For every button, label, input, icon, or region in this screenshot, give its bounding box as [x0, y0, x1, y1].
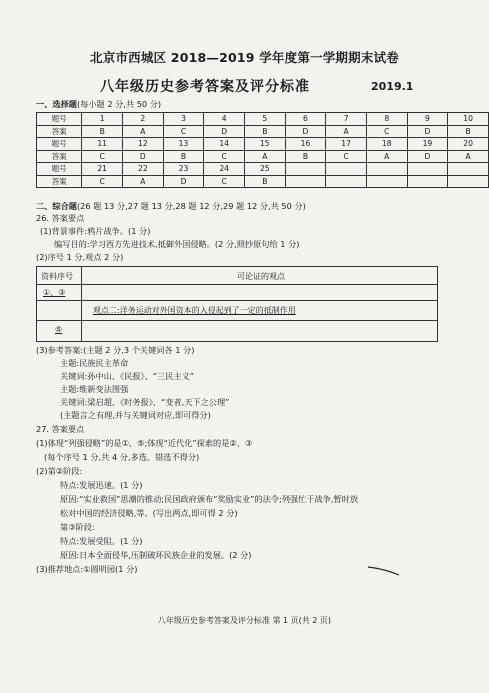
q27-part1: (1)体现“列强侵略”的是①、⑤;体现“近代化”探索的是②、③ [36, 438, 253, 448]
mcq-answer-letter: C [326, 150, 367, 163]
mcq-question-number: 14 [204, 138, 245, 151]
mcq-question-number: 11 [82, 138, 123, 151]
mcq-question-number: 6 [285, 113, 326, 126]
mcq-answer-letter: C [82, 175, 123, 188]
exam-title: 北京市西城区 2018—2019 学年度第一学期期末试卷 [90, 50, 399, 65]
mcq-question-number: 2 [123, 113, 164, 126]
answer-key-subtitle: 八年级历史参考答案及评分标准 [100, 79, 310, 95]
q26-part2-scoring: (2)序号 1 分,观点 2 分) [36, 252, 124, 262]
q26-part1-background: (1)背景事件:鸦片战争。(1 分) [40, 226, 151, 236]
mcq-answer-letter: C [366, 125, 407, 138]
mcq-answer-letter: D [123, 150, 164, 163]
mcq-question-number: 4 [204, 113, 245, 126]
mcq-answer-letter: B [244, 175, 285, 188]
mcq-answer-letter: D [163, 175, 204, 188]
q27-stage3-feature: 特点:发展受阻。(1 分) [60, 536, 143, 546]
mcq-answer-letter: C [204, 175, 245, 188]
q27-stage2-feature: 特点:发展迅速。(1 分) [60, 480, 143, 490]
mcq-answer-letter: A [244, 150, 285, 163]
mcq-question-number: 16 [285, 138, 326, 151]
mcq-answer-letter: D [285, 125, 326, 138]
mcq-answer-letter: D [407, 125, 448, 138]
mcq-answer-letter: B [244, 125, 285, 138]
mcq-answer-letter: A [326, 125, 367, 138]
mcq-answer-letter: A [366, 150, 407, 163]
mcq-question-number: 24 [204, 163, 245, 176]
q26-keywords-1: 关键词:孙中山、《民报》、“三民主义” [60, 371, 195, 381]
mcq-answer-letter: A [448, 150, 489, 163]
mcq-answer-letter: B [82, 125, 123, 138]
q26-scoring-note: (主题言之有理,并与关键词对应,即可得分) [60, 410, 211, 420]
mcq-question-number: 8 [366, 113, 407, 126]
q26-row1-source: ①、③ [43, 288, 66, 297]
q27-stage2-reason-cont: 松对中国的经济侵略,等。(写出两点,即可得 2 分) [60, 508, 238, 518]
mcq-question-number: 5 [244, 113, 285, 126]
mcq-question-number: 1 [82, 113, 123, 126]
q26-theme-2: 主题:维新变法图强 [60, 384, 129, 394]
mcq-answer-letter: D [407, 150, 448, 163]
section2-note: (26 题 13 分,27 题 13 分,28 题 12 分,29 题 12 分,共 50 分) [76, 201, 306, 211]
exam-date: 2019.1 [371, 80, 414, 93]
q27-stage3-reason: 原因:日本全面侵华,压制破坏民族企业的发展。(2 分) [60, 550, 252, 560]
q27-part2: (2)第②阶段: [36, 466, 83, 476]
mcq-answer-letter: D [204, 125, 245, 138]
section1-note: (每小题 2 分,共 50 分) [76, 99, 162, 109]
q26-keywords-2: 关键词:梁启超、《时务报》、“变者,天下之公理” [60, 397, 230, 407]
mcq-question-number: 23 [163, 163, 204, 176]
mcq-question-number: 17 [326, 138, 367, 151]
mcq-answer-label: 答案 [37, 175, 82, 188]
q26-theme-1: 主题:民族民主革命 [60, 358, 129, 368]
mcq-question-number: 3 [163, 113, 204, 126]
mcq-question-number: 10 [448, 113, 489, 126]
mcq-answer-letter: C [82, 150, 123, 163]
mcq-question-number: 20 [448, 138, 489, 151]
mcq-question-number: 13 [163, 138, 204, 151]
q26-row2-viewpoint: 观点二:洋务运动对外国资本的入侵起到了一定的抵制作用 [93, 306, 296, 315]
mcq-question-label: 题号 [37, 138, 82, 151]
q26-part3: (3)参考答案:(主题 2 分,3 个关键词各 1 分) [36, 345, 195, 355]
mcq-question-number: 15 [244, 138, 285, 151]
mcq-answer-letter: B [448, 125, 489, 138]
q26-label: 26. 答案要点 [36, 213, 85, 223]
q27-label: 27. 答案要点 [36, 424, 85, 434]
mcq-question-number: 7 [326, 113, 367, 126]
q26-part1-purpose: 编写目的:学习西方先进技术,抵御外国侵略。(2 分,照抄原句给 1 分) [54, 239, 300, 249]
mcq-question-number: 22 [123, 163, 164, 176]
q27-part3: (3)推荐地点:①圆明园(1 分) [36, 564, 138, 574]
mcq-answer-letter: B [163, 150, 204, 163]
mcq-question-number: 21 [82, 163, 123, 176]
mcq-question-number: 19 [407, 138, 448, 151]
section1-heading-text: 一、选择题 [36, 99, 77, 109]
mcq-question-number: 25 [244, 163, 285, 176]
mcq-answer-label: 答案 [37, 125, 82, 138]
mcq-answer-letter: C [163, 125, 204, 138]
page-footer: 八年级历史参考答案及评分标准 第 1 页(共 2 页) [157, 616, 332, 625]
q27-stage2-reason: 原因:“实业救国”思潮的推动;民国政府颁布“奖励实业”的法令;列强忙于战争,暂时放 [60, 494, 359, 504]
mcq-answer-letter: A [123, 125, 164, 138]
mcq-answer-label: 答案 [37, 150, 82, 163]
mcq-question-number: 9 [407, 113, 448, 126]
mcq-question-number: 12 [123, 138, 164, 151]
section2-heading-text: 二、综合题 [36, 201, 77, 211]
q26-col-viewpoint: 可论证的观点 [237, 272, 285, 281]
q26-row3-source: ⑤ [55, 325, 63, 334]
mcq-question-label: 题号 [37, 113, 82, 126]
mcq-answer-letter: B [285, 150, 326, 163]
q27-part1-note: (每个序号 1 分,共 4 分,多选、错选不得分) [44, 452, 200, 462]
mcq-answer-letter: C [204, 150, 245, 163]
mcq-answer-letter: A [123, 175, 164, 188]
q26-col-source: 资料序号 [41, 272, 73, 281]
q27-stage3: 第③阶段: [60, 522, 95, 532]
mcq-question-label: 题号 [37, 163, 82, 176]
mcq-question-number: 18 [366, 138, 407, 151]
